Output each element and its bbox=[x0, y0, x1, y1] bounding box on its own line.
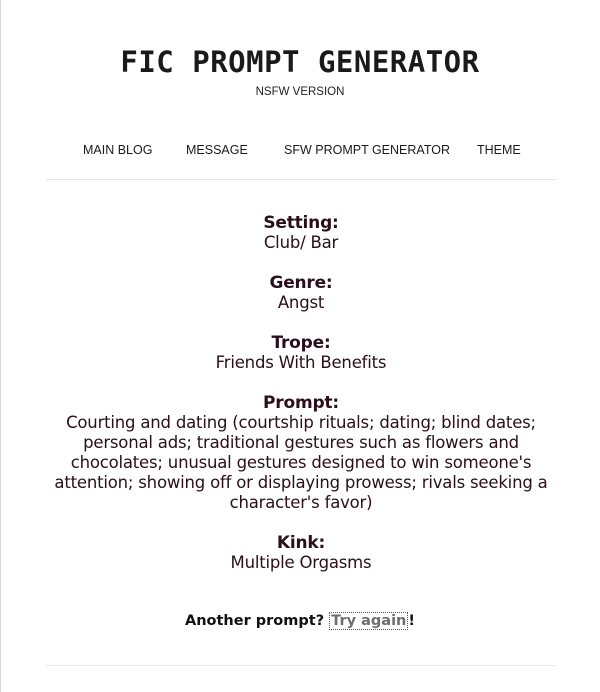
site-header bbox=[0, 44, 600, 99]
genre-value: Angst bbox=[277, 293, 325, 312]
site-title: FIC PROMPT GENERATOR bbox=[120, 45, 480, 79]
nav-sfw-prompt-generator[interactable]: SFW PROMPT GENERATOR bbox=[284, 143, 450, 157]
setting-field bbox=[46, 213, 556, 253]
main-nav bbox=[0, 143, 600, 161]
trope-value: Friends With Benefits bbox=[215, 353, 387, 372]
trope-label: Trope: bbox=[271, 333, 331, 353]
kink-label: Kink: bbox=[276, 533, 326, 553]
trope-field bbox=[46, 333, 556, 373]
kink-field bbox=[46, 533, 556, 573]
prompt-label: Prompt: bbox=[263, 393, 339, 413]
nav-theme[interactable]: THEME bbox=[477, 143, 521, 157]
kink-value: Multiple Orgasms bbox=[230, 553, 372, 572]
header-divider bbox=[46, 179, 556, 180]
site-subtitle: NSFW VERSION bbox=[255, 86, 345, 98]
another-prompt-question: Another prompt? bbox=[184, 613, 325, 629]
setting-label: Setting: bbox=[263, 213, 339, 233]
prompt-value: Courting and dating (courtship rituals; dating; blind dates; personal ads; traditional gestures such as flowers and chocolates; unusual gestures designed to win someone's attention; showing off or displaying prowess; rivals seeking a character's favor) bbox=[54, 413, 548, 512]
another-prompt-line bbox=[0, 611, 600, 631]
try-again-link[interactable]: Try again bbox=[331, 613, 407, 629]
page-left-border bbox=[0, 0, 1, 692]
genre-field bbox=[46, 273, 556, 313]
nav-message[interactable]: MESSAGE bbox=[186, 143, 248, 157]
prompt-output bbox=[46, 213, 556, 593]
prompt-field bbox=[46, 393, 556, 513]
another-prompt-suffix: ! bbox=[408, 613, 415, 629]
setting-value: Club/ Bar bbox=[263, 233, 339, 252]
footer-divider bbox=[46, 665, 556, 666]
nav-main-blog[interactable]: MAIN BLOG bbox=[83, 143, 153, 157]
genre-label: Genre: bbox=[269, 273, 333, 293]
